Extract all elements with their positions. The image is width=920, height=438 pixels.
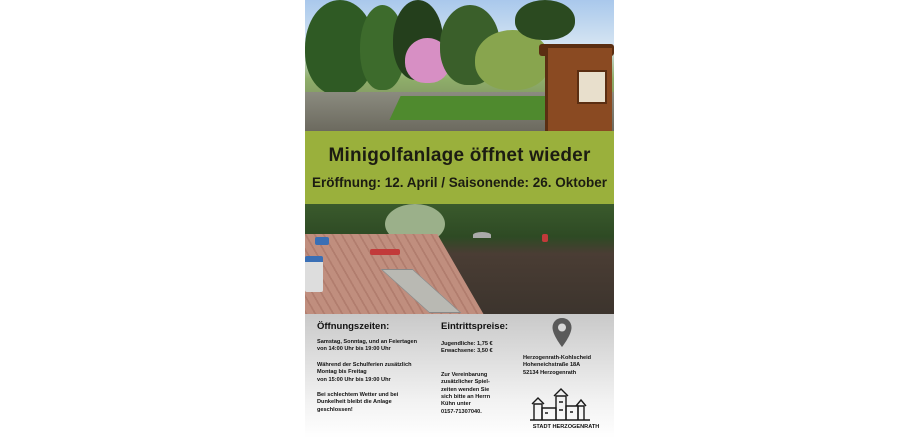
address-line-3: 52134 Herzogenrath [523,369,577,376]
poster-title: Minigolfanlage öffnet wieder [328,145,591,166]
info-section [305,314,614,438]
address-line-2: Hoheneichstraße 18A [523,362,581,369]
poster-subtitle: Eröffnung: 12. April / Saisonende: 26. Oktober [311,175,608,190]
opening-hours [317,321,447,414]
address-line-1: Herzogenrath-Kohlscheid [523,355,592,361]
hours-weather-note: Bei schlechtem Wetter und bei Dunkelheit bleibt die Anlage geschlossen! [317,392,399,413]
poster [305,0,614,438]
address [523,355,613,377]
hours-heading: Öffnungszeiten: [317,321,390,332]
price-adults: Erwachsene: 3,50 € [441,348,493,355]
castle-logo-icon [528,388,592,422]
town-label: STADT HERZOGENRATH [532,424,600,430]
map-pin-icon [551,317,573,349]
title-band [305,131,614,204]
prices-heading: Eintrittspreise: [441,321,509,332]
hours-holidays: Während der Schulferien zusätzlich Montag bis Freitag von 15:00 Uhr bis 19:00 Uhr [317,361,412,383]
booking-contact: Zur Vereinbarung zusätzlicher Spiel- zeiten wenden Sie sich bitte an Herrn Kühn unter 0157-71307040. [441,371,491,415]
hours-weekend: Samstag, Sonntag, und an Feiertagen von 14:00 Uhr bis 19:00 Uhr [317,339,418,353]
minigolf-photo-top [305,0,614,131]
entry-prices [441,321,521,416]
price-youth: Jugendliche: 1,75 € [441,341,493,347]
minigolf-photo-bottom [305,204,614,314]
